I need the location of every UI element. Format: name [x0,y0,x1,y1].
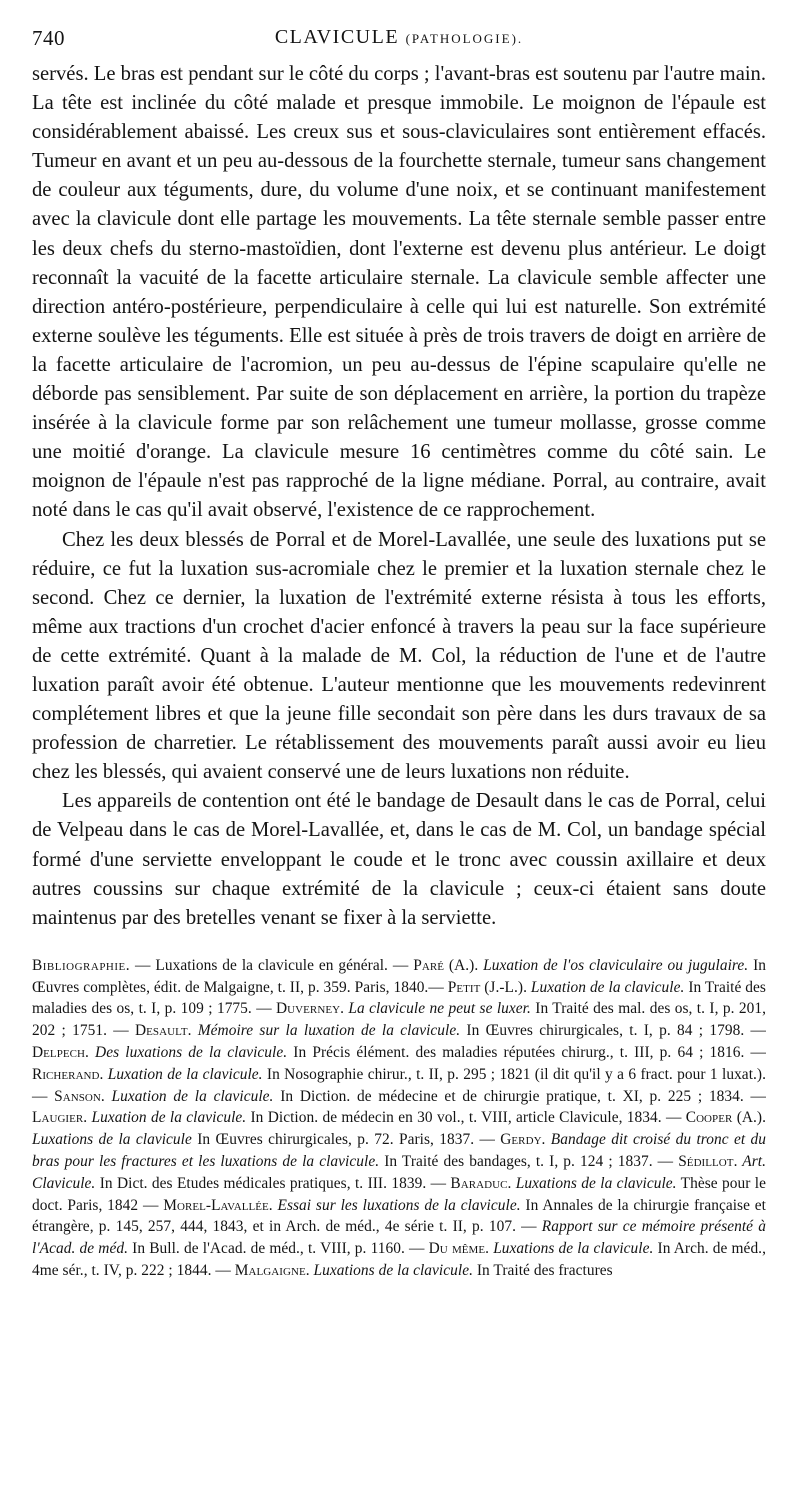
bibliography-entry-author: Sanson. [54,1087,105,1105]
bibliography-entry-author: Delpech. [32,1044,89,1061]
running-title-main: CLAVICULE [274,26,400,48]
bibliography-entry-title: Luxation de la clavicule. [103,1065,263,1083]
bibliography-entry-source: In Traité des fractures [472,1261,613,1279]
paragraph: servés. Le bras est pendant sur le côté du corps ; l'avant-bras est soutenu par l'autre main. La tête est inclinée du côté malade et presque immobile. Le moignon de l'épaule est considérablement abaissé. Les creux sus et sous-claviculaires sont entièrement effacés. Tumeur en avant et un peu au-dessous de la fourchette sternale, tumeur sans changement de couleur aux téguments, dure, du volume d'une noix, et se continuant manifestement avec la clavicule dont elle partage les mouvements. La tête sternale semble passer entre les deux chefs du sterno-mastoïdien, dont l'externe est devenu plus antérieur. Le doigt reconnaît la vacuité de la facette articulaire sternale. La clavicule semble affecter une direction antéro-postérieure, perpendiculaire à celle qui lui est naturelle. Son extrémité externe soulève les téguments. Elle est située à près de trois travers de doigt en arrière de la facette articulaire de l'acromion, un peu au-dessus de l'épine scapulaire qu'elle ne déborde pas sensiblement. Par suite de son déplacement en arrière, la portion du trapèze insérée à la clavicule forme par son relâchement une tumeur mollasse, grosse comme une moitié d'orange. La clavicule mesure 16 centimètres comme du côté sain. Le moignon de l'épaule n'est pas rapproché de la ligne médiane. Porral, au contraire, avait noté dans le cas qu'il avait observé, l'existence de ce rapprochement. [32,63,766,522]
bibliography-entry-source: In Œuvres complètes, édit. de Malgaigne, t. II, p. 359. Paris, 1840.— [32,956,767,996]
page-header [32,22,766,54]
bibliography-entry-author: Laugier. [32,1109,88,1127]
bibliography-entry-source: In Bull. de l'Acad. de méd., t. VIII, p. 1160. — [128,1240,429,1258]
paragraph: Chez les deux blessés de Porral et de Morel-Lavallée, une seule des luxations put se réduire, ce fut la luxation sus-acromiale chez le premier et la luxation sternale chez le second. Chez ce dernier, la luxation de l'extrémité externe résista à tous les efforts, même aux tractions d'un crochet d'acier enfoncé à travers la peau sur la face supérieure de cette extrémité. Quant à la malade de M. Col, la réduction de l'une et de l'autre luxation paraît avoir été obtenue. L'auteur mentionne que les mouvements redevinrent complétement libres et que la jeune fille secondait son père dans les durs travaux de sa profession de charretier. Le rétablissement des mouvements paraît aussi avoir eu lieu chez les blessés, qui avaient conservé une de leurs luxations non réduite. [32,528,766,784]
bibliography-entry-source: Thèse pour le doct. Paris, 1842 — [32,1174,767,1214]
bibliography-entry-author: Cooper (A.). [685,1109,767,1127]
bibliography-entry-source: In Nosographie chirur., t. II, p. 295 ; 1821 (il dit qu'il y a 6 fract. pour 1 luxat.). — [32,1065,766,1105]
page-number: 740 [32,26,65,50]
bibliography-entry-author: Baraduc. [450,1174,512,1192]
bibliography-entry-title: Luxations de la clavicule [32,1131,192,1149]
bibliography-entry-source: In Traité des maladies des os, t. I, p. 109 ; 1775. — [32,978,766,1018]
bibliography-entry-source: In Traité des bandages, t. I, p. 124 ; 1837. — [379,1152,679,1170]
bibliography-entry [54,1088,766,1105]
bibliography-entry-author: Paré (A.). [413,956,479,974]
bibliography-entry-source: In Dict. des Etudes médicales pratiques, t. III. 1839. — [95,1174,451,1192]
bibliography-entry-author: Gerdy. [500,1131,546,1149]
bibliography-entry [32,1044,766,1061]
bibliography-entry-title: La clavicule ne peut se luxer. [343,1000,531,1018]
bibliography-entry-source: In Arch. de méd., 4me sér., t. IV, p. 222 ; 1844. — [32,1240,766,1279]
bibliography-entry-title: Des luxations de la clavicule. [88,1044,288,1061]
bibliography-entry-source: In Traité des mal. des os, t. I, p. 201, 202 ; 1751. — [32,1000,766,1040]
bibliography-entry-title: Luxation de la clavicule. [104,1087,274,1105]
bibliography-entry-title: Luxations de la clavicule. [489,1240,654,1258]
running-title [32,26,766,49]
bibliography-entry [235,1262,613,1279]
bibliography-entry-title: Essai sur les luxations de la clavicule. [272,1196,521,1214]
bibliography-entry-title: Rapport sur ce mémoire présenté à l'Acad. de méd. [32,1218,766,1258]
bibliography-entry-author: Morel-Lavallée. [163,1196,273,1214]
bibliography-entry-author: Du même. [428,1240,490,1258]
bibliography-entry [32,1109,686,1126]
bibliography-entry-source: In Annales de la chirurgie française et étrangère, p. 145, 257, 444, 1843, et in Arch. de méd., 4e série t. II, p. 107. — [32,1196,766,1236]
bibliography-entry-source: In Diction. de médecine et de chirurgie pratique, t. XI, p. 225 ; 1834. — [273,1087,766,1105]
running-title-sub: (PATHOLOGIE). [405,31,524,46]
bibliography-entry-author: Sédillot. [678,1152,738,1170]
bibliography-entry-source: In Œuvres chirurgicales, t. I, p. 84 ; 1798. — [460,1022,766,1040]
book-page [32,22,766,1282]
bibliography-entry-source: In Diction. de médecin en 30 vol., t. VIII, article Clavicule, 1834. — [246,1109,686,1127]
bibliography-entry-title: Luxations de la clavicule. [309,1261,473,1279]
bibliography-entry-author: Desault. [135,1022,192,1040]
bibliography-intro: — Luxations de la clavicule en général. — [130,956,414,974]
bibliography-entry-author: Richerand. [32,1065,104,1083]
bibliography-entry-author: Duverney. [276,1000,344,1018]
body-text [32,60,766,933]
bibliography [32,955,766,1282]
bibliography-entry-title: Luxation de la clavicule. [87,1109,247,1127]
bibliography-entry [135,1022,766,1039]
bibliography-entry-title: Luxation de la clavicule. [526,978,685,996]
bibliography-label: Bibliographie. [32,956,131,974]
bibliography-entry-source: In Œuvres chirurgicales, p. 72. Paris, 1837. — [191,1131,501,1149]
bibliography-entry-source: In Précis élément. des maladies réputées chirurg., t. III, p. 64 ; 1816. — [287,1044,766,1061]
bibliography-entry-title: Art. Clavicule. [32,1152,766,1192]
bibliography-entry-title: Bandage dit croisé du tronc et du bras pour les fractures et les luxations de la clavicule. [32,1131,767,1170]
bibliography-entry-title: Mémoire sur la luxation de la clavicule. [191,1022,461,1040]
bibliography-entries [32,957,766,1279]
bibliography-entry-author: Petit (J.-L.). [447,978,527,996]
bibliography-entry-title: Luxations de la clavicule. [511,1174,677,1192]
bibliography-entry-author: Malgaigne. [234,1261,310,1279]
bibliography-entry-title: Luxation de l'os claviculaire ou jugulaire. [478,956,749,974]
paragraph: Les appareils de contention ont été le bandage de Desault dans le cas de Porral, celui de Velpeau dans le cas de Morel-Lavallée, et, dans le cas de M. Col, un bandage spécial formé d'une serviette enveloppant le coude et le tronc avec coussin axillaire et deux autres coussins sur chaque extrémité de la clavicule ; ceux-ci étaient sans doute maintenus par des bretelles venant se fixer à la serviette. [32,790,766,929]
